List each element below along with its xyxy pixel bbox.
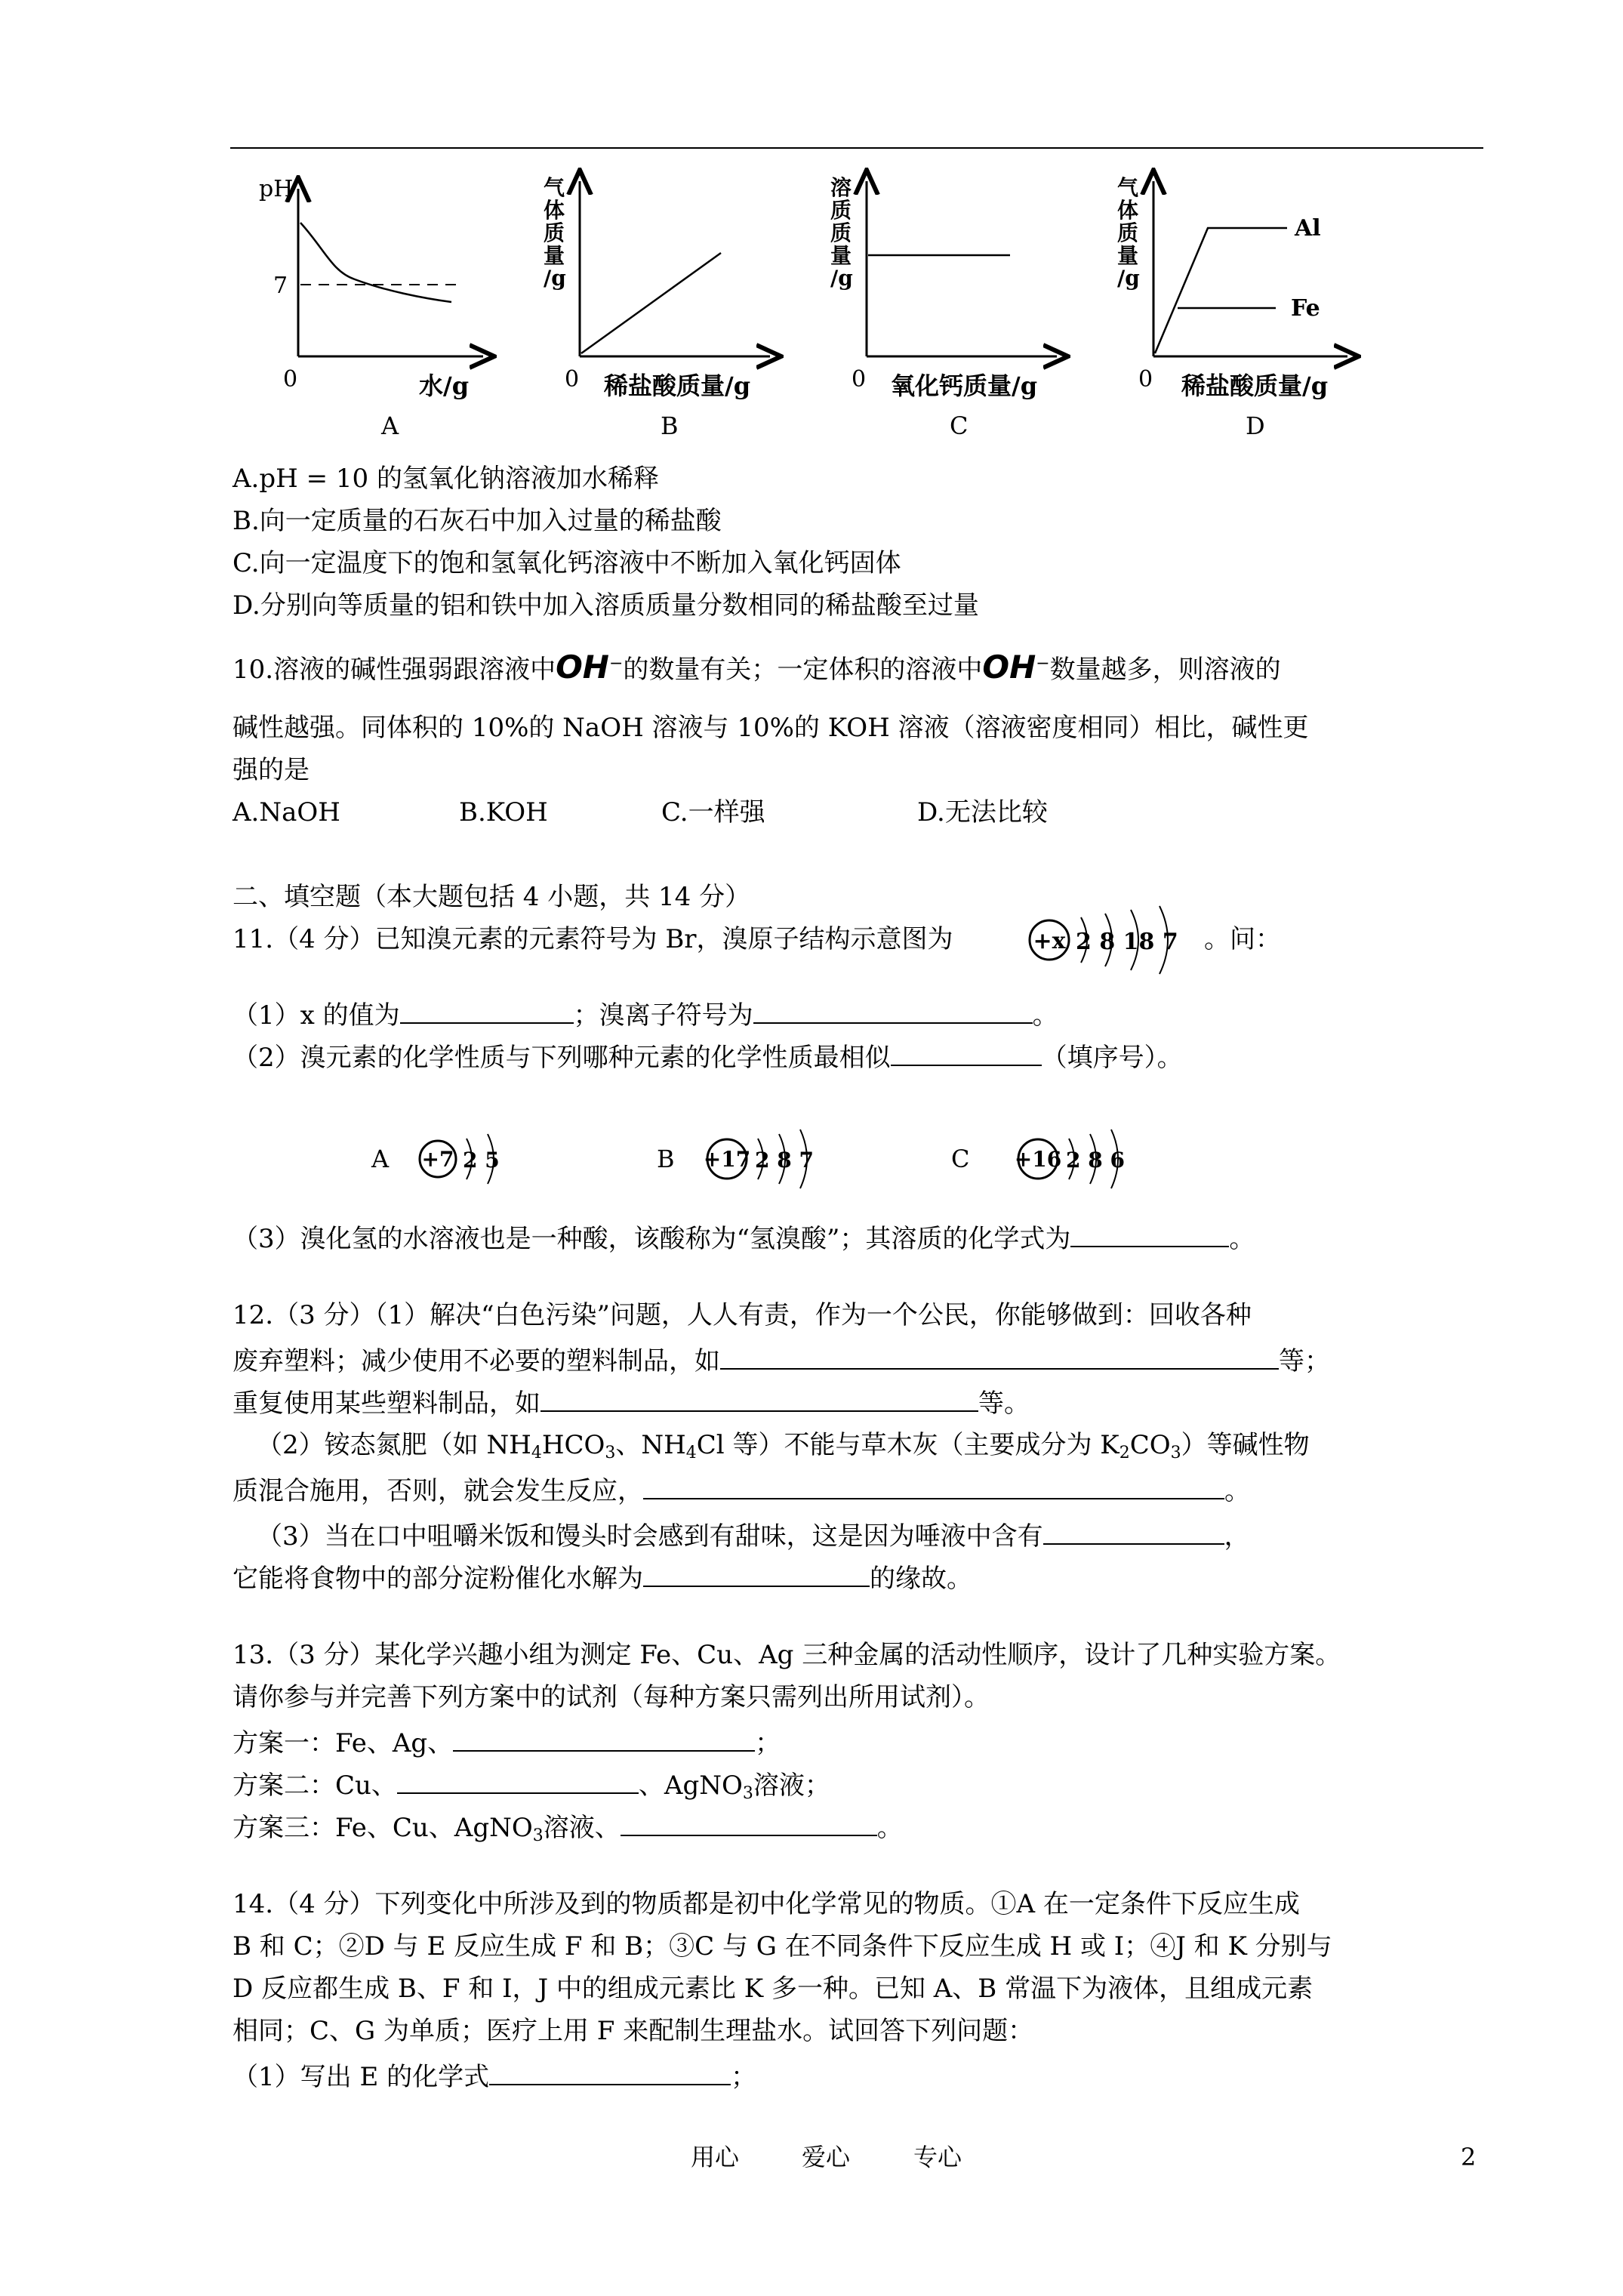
graph-c-origin: 0 [852,366,867,393]
ylabel-char: 质 [830,198,852,223]
atom-option-b [657,1130,814,1188]
q11-blank-x[interactable] [400,995,574,1024]
q11-sub1: （1）x 的值为 ；溴离子符号为 。 [233,995,1058,1032]
graph-d-origin: 0 [1138,366,1153,393]
q10-line2: 碱性越强。同体积的 10%的 NaOH 溶液与 10%的 KOH 溶液（溶液密度相同）相比，碱性更 [233,713,1309,743]
graph-b-xlabel: 稀盐酸质量/g [604,371,751,400]
svg-text:2 8 18 7: 2 8 18 7 [1076,929,1178,955]
ylabel-char: 质 [830,220,852,245]
q12-line6: （3）当在口中咀嚼米饭和馒头时会感到有甜味，这是因为唾液中含有 ， [257,1516,1250,1553]
ylabel-char: /g [1117,266,1140,291]
ylabel-char: 体 [544,198,565,223]
footer-motto-1: 用心 [691,2143,740,2171]
graph-d-xlabel: 稀盐酸质量/g [1181,371,1329,400]
q12-line7: 它能将食物中的部分淀粉催化水解为 的缘故。 [233,1558,972,1595]
graph-d [1117,175,1347,440]
q11-blank-ion[interactable] [753,995,1033,1024]
graph-a-tick7: 7 [273,273,288,299]
q14-line1: 14.（4 分）下列变化中所涉及到的物质都是初中化学常见的物质。①A 在一定条件下反应生成 [233,1889,1300,1919]
q9-option-a: A.pH = 10 的氢氧化钠溶液加水稀释 [233,464,659,494]
bromine-atom-diagram [1012,898,1215,982]
section-title: 二、填空题（本大题包括 4 小题，共 14 分） [233,882,751,912]
q12-blank-reaction[interactable] [643,1471,1224,1499]
q11-blank-formula[interactable] [1070,1219,1229,1247]
ylabel-char: /g [544,266,566,291]
svg-text:+7: +7 [421,1147,454,1172]
graph-a-origin: 0 [283,366,298,393]
graph-b [544,175,770,440]
q11-line1: 11.（4 分）已知溴元素的元素符号为 Br，溴原子结构示意图为 [233,924,953,954]
graph-a-xlabel: 水/g [419,371,470,400]
q14-line5: （1）写出 E 的化学式 ； [233,2057,756,2094]
svg-text:2 8 7: 2 8 7 [755,1148,814,1173]
graph-d-ylabel [1117,175,1140,291]
graph-b-ylabel [544,175,566,291]
ylabel-char: /g [830,266,853,291]
q13-blank-plan3[interactable] [621,1808,877,1836]
q10-line3: 强的是 [233,755,310,785]
ylabel-char: 量 [830,243,852,268]
graphs-figure [0,0,1623,453]
ylabel-char: 溶 [830,175,852,200]
atom-options [362,1117,1193,1200]
graph-d-series-al: Al [1295,215,1321,242]
q11-line1-end: 。问： [1204,924,1281,954]
graph-d-series-fe: Fe [1291,295,1320,322]
q13-blank-plan2[interactable] [397,1765,639,1794]
graph-a-ylabel: pH [259,176,294,202]
ylabel-char: 质 [1117,220,1139,245]
page-number: 2 [1461,2143,1477,2171]
graph-d-al-line [1155,228,1287,353]
q13-plan1: 方案一：Fe、Ag、 ； [233,1723,781,1760]
q14-blank-e[interactable] [489,2057,731,2085]
q12-line3: 重复使用某些塑料制品，如 等。 [233,1383,1030,1420]
svg-text:2 5: 2 5 [463,1148,500,1173]
q9-option-b: B.向一定质量的石灰石中加入过量的稀盐酸 [233,506,722,536]
graph-b-line [581,253,721,353]
q12-blank-enzyme[interactable] [1043,1516,1224,1545]
ylabel-char: 量 [1117,243,1139,268]
q13-plan3: 方案三：Fe、Cu、AgNO$_3$溶液、 。 [233,1808,903,1845]
q13-plan2: 方案二：Cu、 、AgNO$_3$溶液； [233,1765,830,1802]
q13-line1: 13.（3 分）某化学兴趣小组为测定 Fe、Cu、Ag 三种金属的活动性顺序，设计了几种实验方案。 [233,1640,1341,1670]
graph-a [259,176,483,440]
graph-a-letter: A [381,411,399,440]
q11-sub2: （2）溴元素的化学性质与下列哪种元素的化学性质最相似 （填序号）。 [233,1037,1183,1074]
ylabel-char: 质 [544,220,565,245]
graph-b-letter: B [661,411,679,440]
ylabel-char: 气 [544,175,565,200]
q13-line2: 请你参与并完善下列方案中的试剂（每种方案只需列出所用试剂）。 [233,1682,990,1712]
q10-option-d: D.无法比较 [917,797,1048,827]
q13-blank-plan1[interactable] [453,1723,755,1752]
q12-line4: （2）铵态氮肥（如 $NH_4HCO_3$、$NH_4Cl$ 等）不能与草木灰（主要成分为 $K_2CO_3$）等碱性物 [257,1430,1310,1462]
q9-option-c: C.向一定温度下的饱和氢氧化钙溶液中不断加入氧化钙固体 [233,548,901,578]
ylabel-char: 体 [1117,198,1139,223]
graph-a-curve [300,223,451,302]
q12-blank-reuse[interactable] [540,1383,978,1412]
q11-blank-similar[interactable] [891,1037,1042,1066]
q9-option-d: D.分别向等质量的铝和铁中加入溶质质量分数相同的稀盐酸至过量 [233,590,979,621]
graph-c [830,175,1057,440]
ylabel-char: 气 [1117,175,1139,200]
svg-text:+16: +16 [1014,1147,1062,1172]
svg-text:2 8 6: 2 8 6 [1066,1148,1125,1173]
svg-text:B: B [657,1145,675,1173]
graph-c-ylabel [830,175,853,291]
q12-blank-product[interactable] [643,1558,870,1587]
q10-line1: 10.溶液的碱性强弱跟溶液中OH−的数量有关；一定体积的溶液中OH−数量越多，则溶液的 [233,649,1281,686]
q10-option-b: B.KOH [459,797,548,827]
q10-option-c: C.一样强 [661,797,765,827]
q11-sub3: （3）溴化氢的水溶液也是一种酸，该酸称为“氢溴酸”；其溶质的化学式为 。 [233,1219,1255,1256]
graph-c-letter: C [950,411,969,440]
graph-c-xlabel: 氧化钙质量/g [891,371,1038,400]
atom-option-a [371,1134,500,1184]
ylabel-char: 量 [544,243,565,268]
q10-option-a: A.NaOH [233,797,340,827]
graph-b-origin: 0 [565,366,580,393]
q14-line3: D 反应都生成 B、F 和 I，J 中的组成元素比 K 多一种。已知 A、B 常温下为液体，且组成元素 [233,1974,1313,2004]
footer-motto-3: 专心 [913,2143,962,2171]
q14-line2: B 和 C；②D 与 E 反应生成 F 和 B；③C 与 G 在不同条件下反应生成 H 或 I；④J 和 K 分别与 [233,1931,1332,1962]
svg-text:+17: +17 [703,1147,751,1172]
q12-line2: 废弃塑料；减少使用不必要的塑料制品，如 等； [233,1341,1330,1378]
graph-d-letter: D [1246,411,1265,440]
footer-motto-2: 爱心 [802,2143,851,2171]
svg-text:C: C [951,1145,970,1173]
q12-line1: 12.（3 分）（1）解决“白色污染”问题，人人有责，作为一个公民，你能够做到：回收各种 [233,1300,1252,1330]
svg-text:A: A [371,1145,390,1173]
svg-text:+x: +x [1033,928,1066,954]
atom-option-c [951,1130,1125,1188]
q12-line5: 质混合施用，否则，就会发生反应， 。 [233,1471,1250,1508]
q12-blank-reduce[interactable] [720,1341,1279,1370]
q14-line4: 相同；C、G 为单质；医疗上用 F 来配制生理盐水。试回答下列问题： [233,2016,1034,2046]
